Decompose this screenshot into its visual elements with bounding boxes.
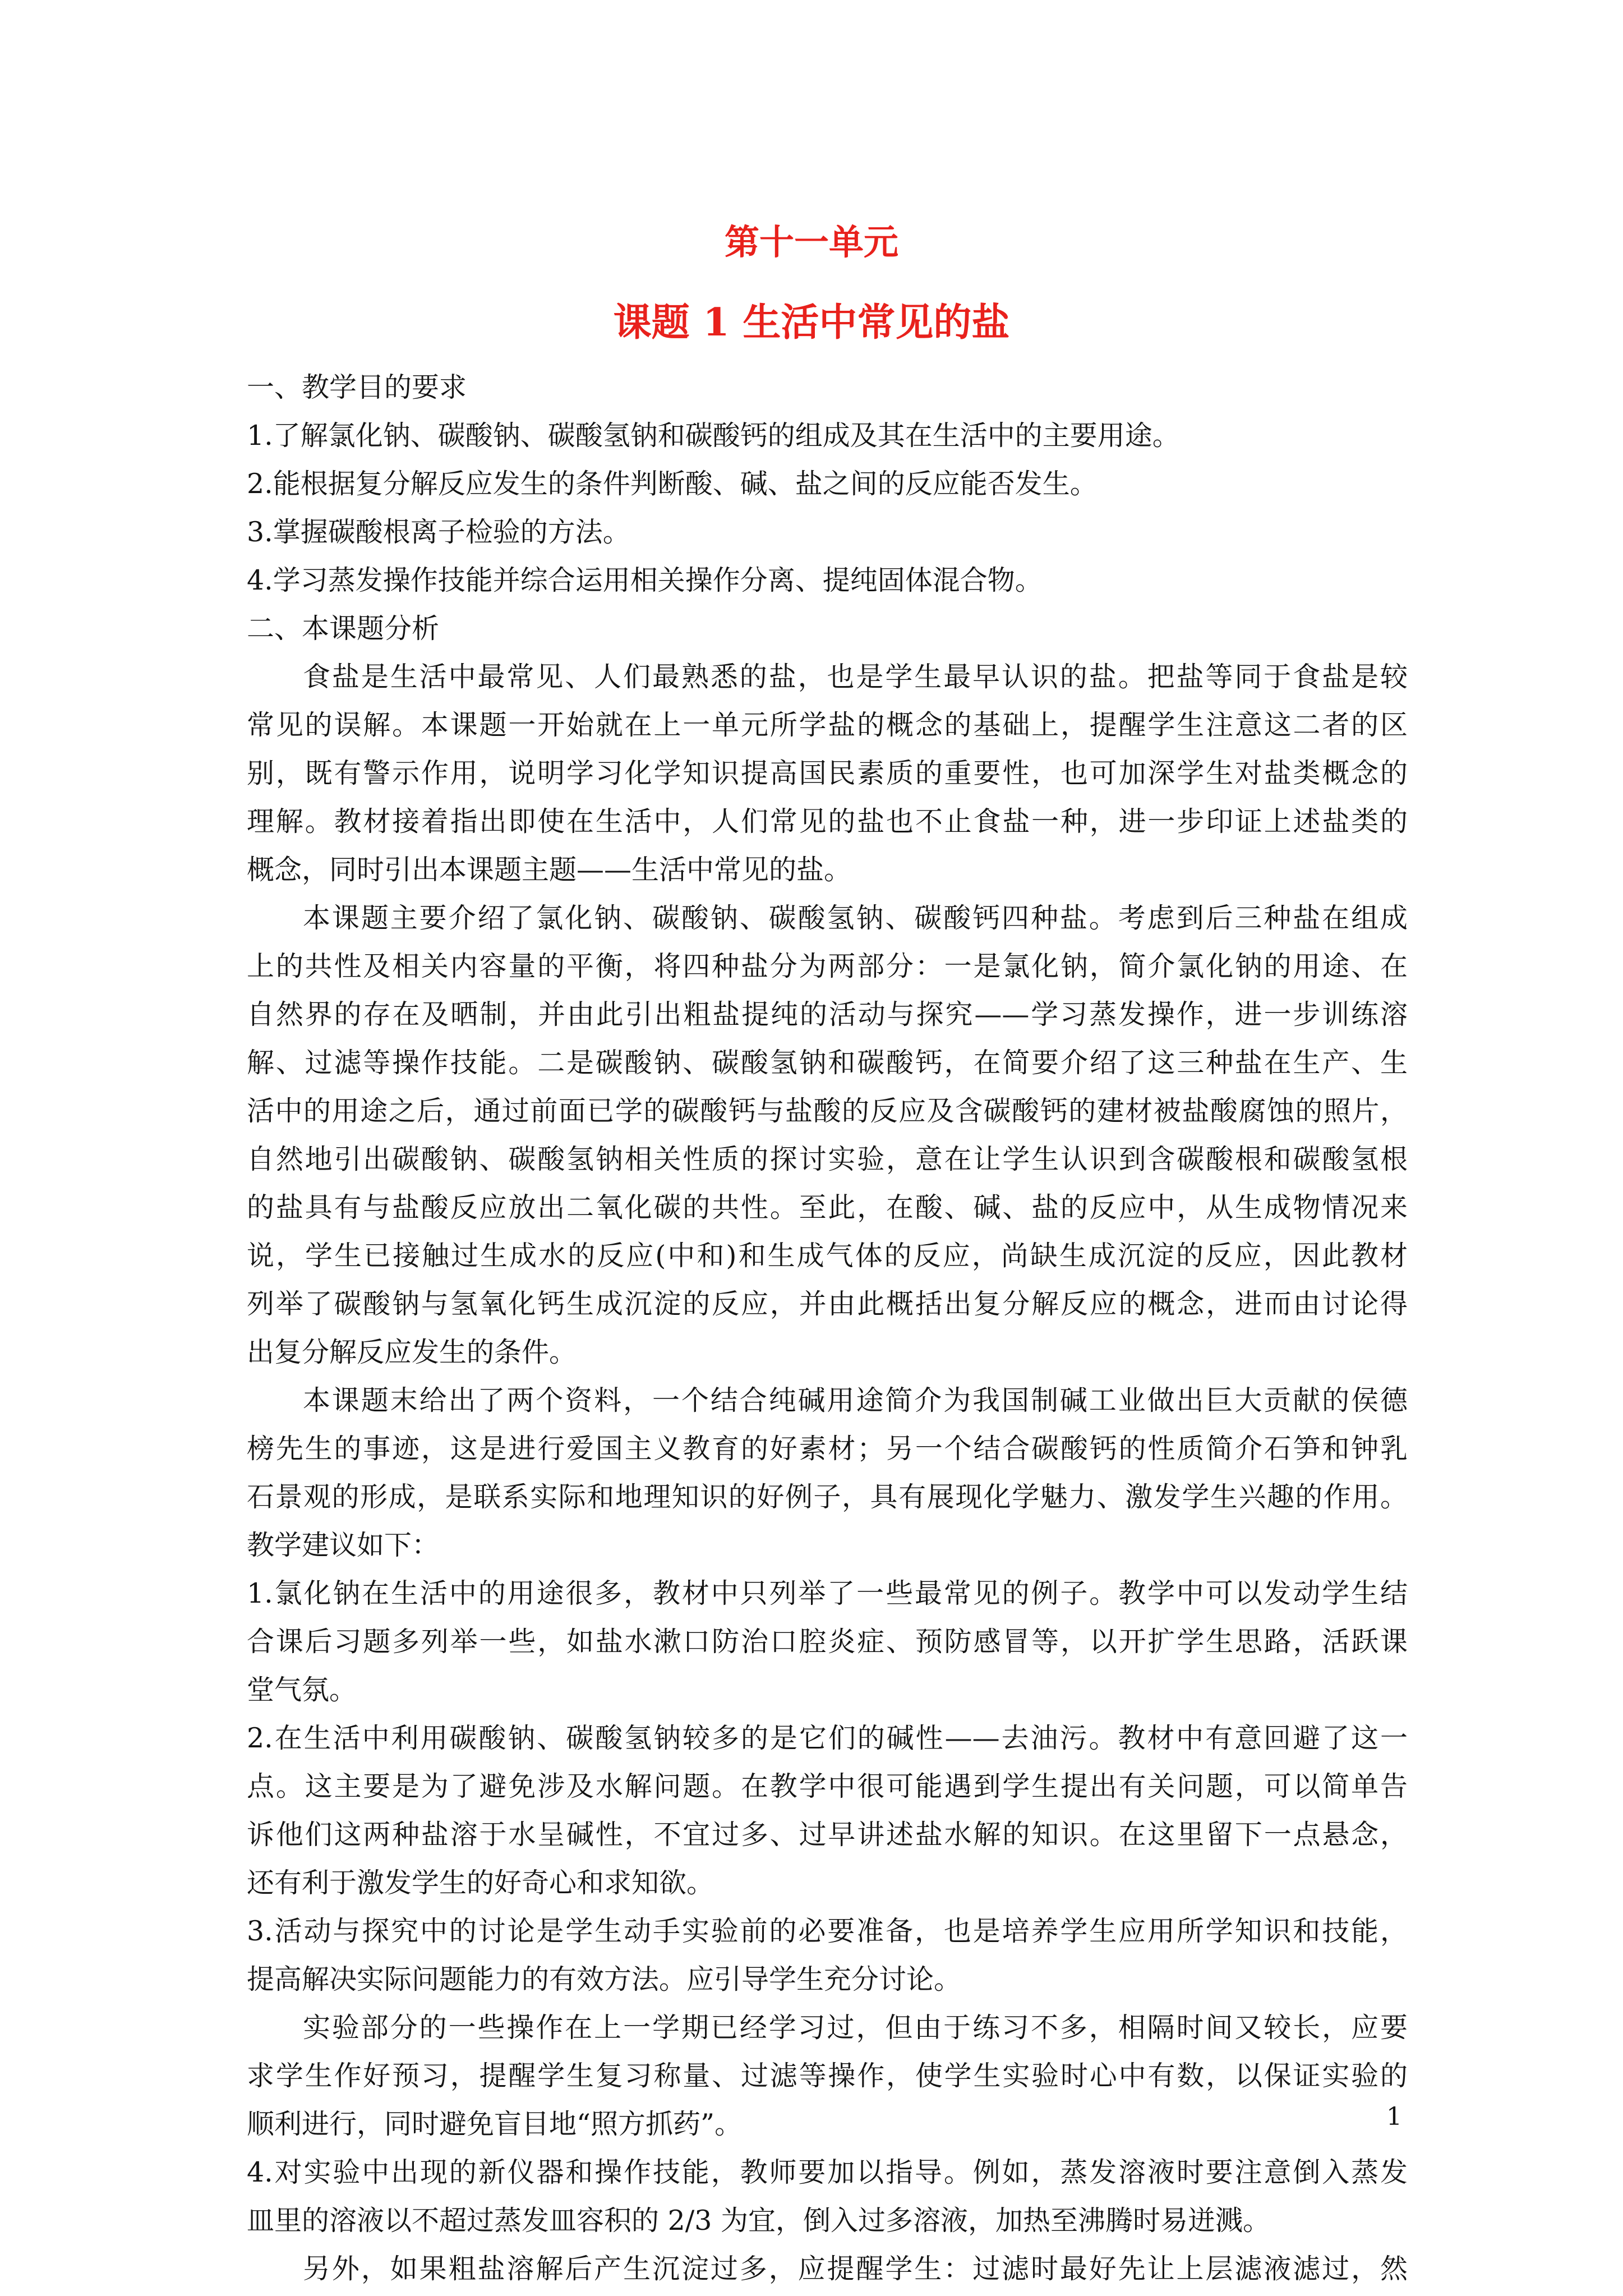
paragraph-line: 别，既有警示作用，说明学习化学知识提高国民素质的重要性，也可加深学生对盐类概念的 xyxy=(247,757,1408,789)
suggestion-line: 3.活动与探究中的讨论是学生动手实验前的必要准备，也是培养学生应用所学知识和技能， xyxy=(247,1915,1408,1947)
paragraph-line: 概念，同时引出本课题主题——生活中常见的盐。 xyxy=(247,854,852,886)
objective-item: 4.学习蒸发操作技能并综合运用相关操作分离、提纯固体混合物。 xyxy=(247,564,1043,596)
suggestion-line: 4.对实验中出现的新仪器和操作技能，教师要加以指导。例如，蒸发溶液时要注意倒入蒸发 xyxy=(247,2156,1408,2188)
analysis-heading: 二、本课题分析 xyxy=(247,613,440,645)
paragraph-line: 食盐是生活中最常见、人们最熟悉的盐，也是学生最早认识的盐。把盐等同于食盐是较 xyxy=(303,661,1408,693)
suggestion-line: 1.氯化钠在生活中的用途很多，教材中只列举了一些最常见的例子。教学中可以发动学生结 xyxy=(247,1577,1408,1609)
page-number: 1 xyxy=(1386,2102,1402,2131)
objective-item: 2.能根据复分解反应发生的条件判断酸、碱、盐之间的反应能否发生。 xyxy=(247,468,1098,500)
suggestion-line: 堂气氛。 xyxy=(247,1674,357,1706)
paragraph-line: 求学生作好预习，提醒学生复习称量、过滤等操作，使学生实验时心中有数，以保证实验的 xyxy=(247,2060,1408,2092)
suggestion-line: 皿里的溶液以不超过蒸发皿容积的 2/3 为宜，倒入过多溶液，加热至沸腾时易迸溅。 xyxy=(247,2205,1271,2237)
paragraph-line: 自然界的存在及晒制，并由此引出粗盐提纯的活动与探究——学习蒸发操作，进一步训练溶 xyxy=(247,999,1408,1030)
suggestion-line: 提高解决实际问题能力的有效方法。应引导学生充分讨论。 xyxy=(247,1963,962,1995)
suggestion-line: 合课后习题多列举一些，如盐水漱口防治口腔炎症、预防感冒等，以开扩学生思路，活跃课 xyxy=(247,1626,1408,1658)
body-text xyxy=(247,364,1408,2293)
objective-item: 1.了解氯化钠、碳酸钠、碳酸氢钠和碳酸钙的组成及其在生活中的主要用途。 xyxy=(247,420,1180,452)
paragraph-line: 出复分解反应发生的条件。 xyxy=(247,1336,577,1368)
paragraph-line: 理解。教材接着指出即使在生活中，人们常见的盐也不止食盐一种，进一步印证上述盐类的 xyxy=(247,806,1408,838)
objective-item: 3.掌握碳酸根离子检验的方法。 xyxy=(247,516,630,548)
paragraph-line: 活中的用途之后，通过前面已学的碳酸钙与盐酸的反应及含碳酸钙的建材被盐酸腐蚀的照片， xyxy=(247,1095,1408,1127)
paragraph-line: 说，学生已接触过生成水的反应(中和)和生成气体的反应，尚缺生成沉淀的反应，因此教材 xyxy=(247,1240,1408,1272)
suggestion-line: 还有利于激发学生的好奇心和求知欲。 xyxy=(247,1867,714,1899)
paragraph-line: 顺利进行，同时避免盲目地“照方抓药”。 xyxy=(247,2108,743,2140)
objectives-heading: 一、教学目的要求 xyxy=(247,371,467,403)
suggestion-line: 点。这主要是为了避免涉及水解问题。在教学中很可能遇到学生提出有关问题，可以简单告 xyxy=(247,1770,1408,1802)
paragraph-line: 石景观的形成，是联系实际和地理知识的好例子，具有展现化学魅力、激发学生兴趣的作用。 xyxy=(247,1481,1408,1513)
paragraph-line: 实验部分的一些操作在上一学期已经学习过，但由于练习不多，相隔时间又较长，应要 xyxy=(303,2012,1408,2044)
paragraph-line: 上的共性及相关内容量的平衡，将四种盐分为两部分：一是氯化钠，简介氯化钠的用途、在 xyxy=(247,950,1408,982)
paragraph-line: 常见的误解。本课题一开始就在上一单元所学盐的概念的基础上，提醒学生注意这二者的区 xyxy=(247,709,1408,741)
paragraph-line: 另外，如果粗盐溶解后产生沉淀过多，应提醒学生：过滤时最好先让上层滤液滤过，然 xyxy=(303,2253,1408,2285)
paragraph-line: 自然地引出碳酸钠、碳酸氢钠相关性质的探讨实验，意在让学生认识到含碳酸根和碳酸氢根 xyxy=(247,1143,1408,1175)
unit-title: 第十一单元 xyxy=(724,222,898,263)
lesson-title: 课题 1 生活中常见的盐 xyxy=(613,300,1010,345)
suggestion-line: 诉他们这两种盐溶于水呈碱性，不宜过多、过早讲述盐水解的知识。在这里留下一点悬念， xyxy=(247,1819,1408,1851)
suggestions-heading: 教学建议如下： xyxy=(247,1529,440,1561)
paragraph-line: 本课题主要介绍了氯化钠、碳酸钠、碳酸氢钠、碳酸钙四种盐。考虑到后三种盐在组成 xyxy=(303,902,1408,934)
paragraph-line: 榜先生的事迹，这是进行爱国主义教育的好素材；另一个结合碳酸钙的性质简介石笋和钟乳 xyxy=(247,1433,1408,1465)
paragraph-line: 解、过滤等操作技能。二是碳酸钠、碳酸氢钠和碳酸钙，在简要介绍了这三种盐在生产、生 xyxy=(247,1047,1408,1079)
suggestion-line: 2.在生活中利用碳酸钠、碳酸氢钠较多的是它们的碱性——去油污。教材中有意回避了这一 xyxy=(247,1722,1408,1754)
paragraph-line: 的盐具有与盐酸反应放出二氧化碳的共性。至此，在酸、碱、盐的反应中，从生成物情况来 xyxy=(247,1191,1408,1223)
paragraph-line: 列举了碳酸钠与氢氧化钙生成沉淀的反应，并由此概括出复分解反应的概念，进而由讨论得 xyxy=(247,1288,1408,1320)
paragraph-line: 本课题末给出了两个资料，一个结合纯碱用途简介为我国制碱工业做出巨大贡献的侯德 xyxy=(303,1384,1408,1416)
